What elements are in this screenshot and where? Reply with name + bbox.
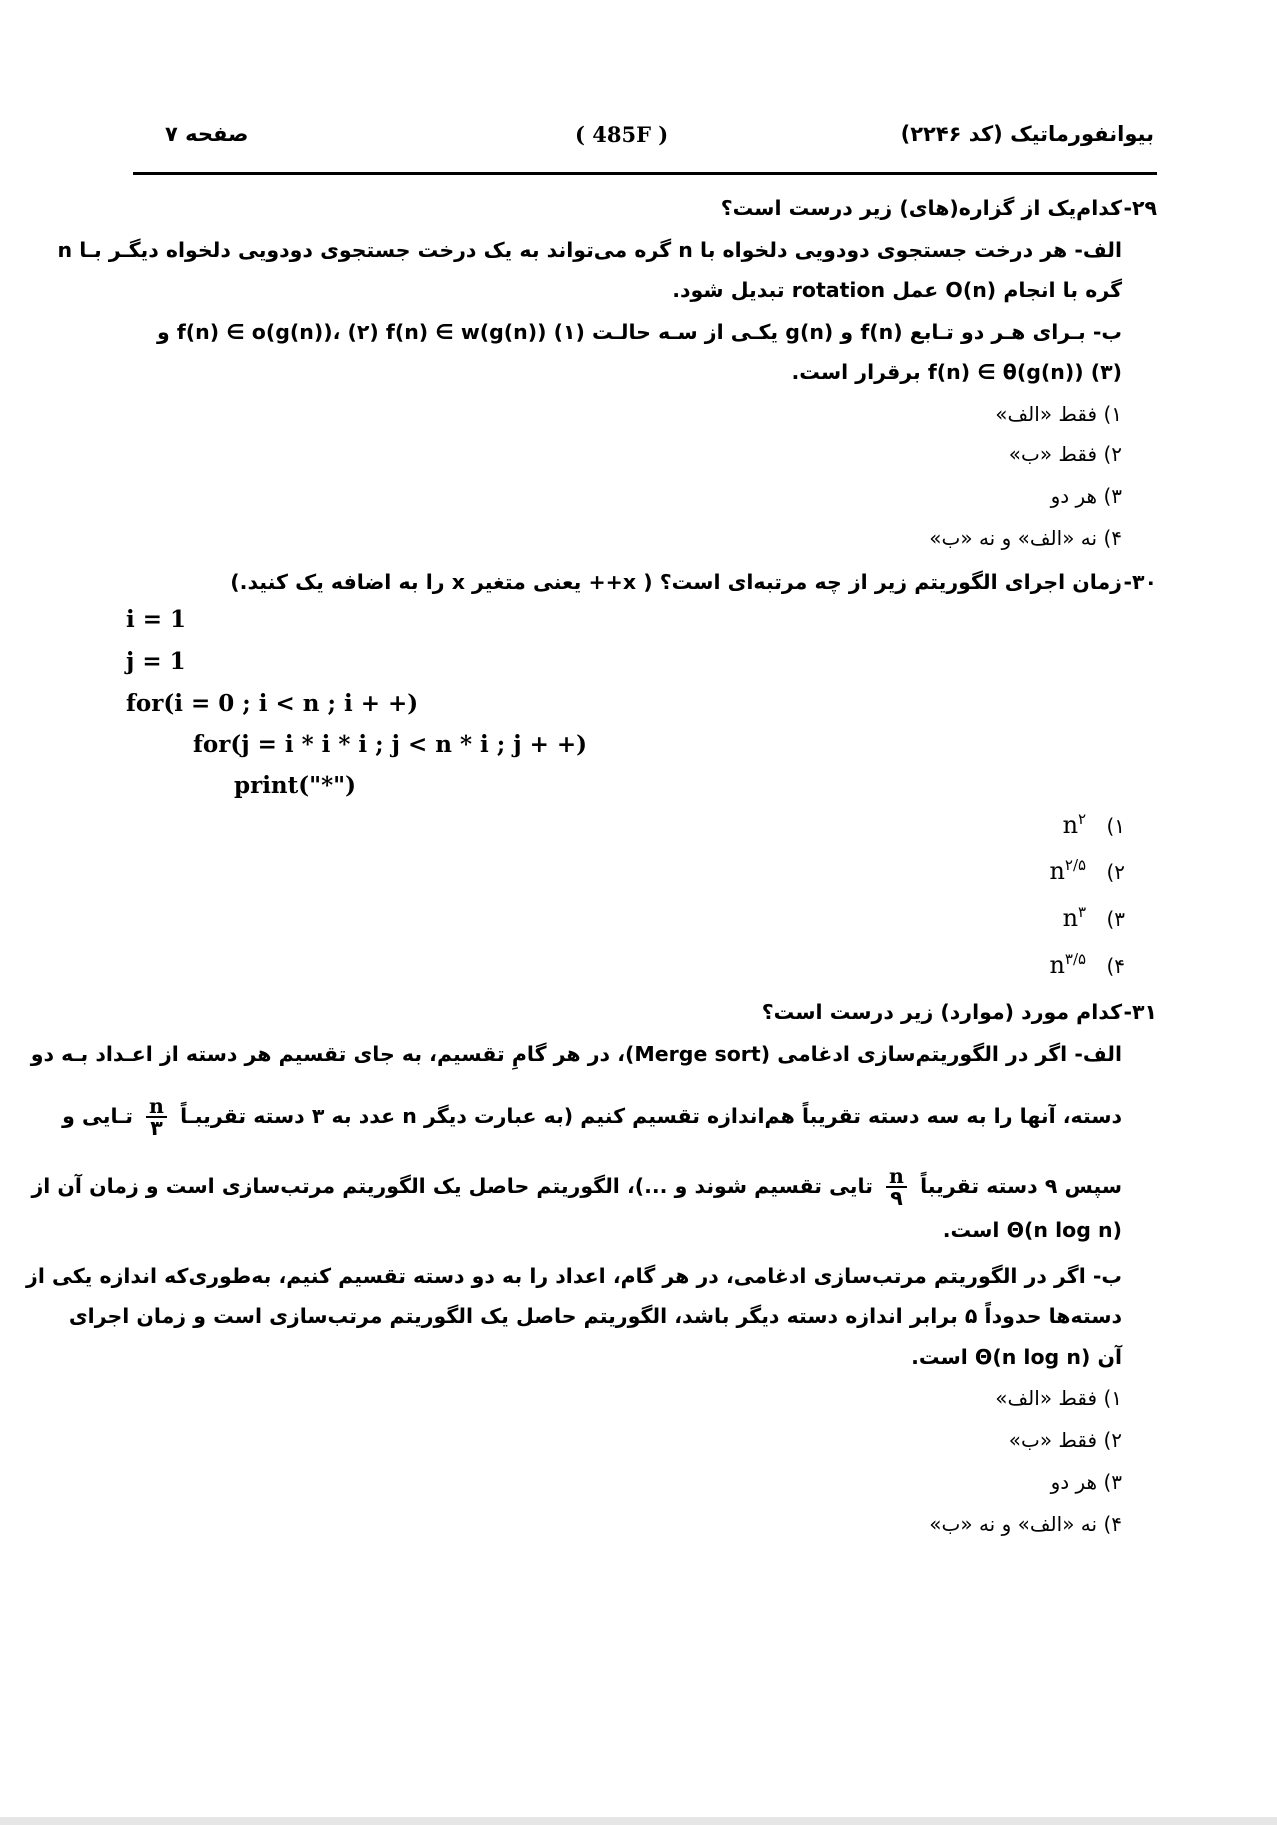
q30-code-line-3: for(i = 0 ; i < n ; i + +)	[126, 690, 419, 717]
q29-statement-b-line2: (۳) f(n) ∈ θ(g(n)) برقرار است.	[791, 360, 1122, 384]
q29-option-3: ۳) هر دو	[1050, 484, 1122, 508]
header-title: بیوانفورماتیک (کد ۲۲۴۶)	[900, 122, 1154, 146]
q31-option-3: ۳) هر دو	[1050, 1470, 1122, 1494]
q29-stem: کدام‌یک از گزاره(های) زیر درست است؟	[720, 196, 1122, 220]
q31-statement-b-line1: ب- اگر در الگوریتم مرتب‌سازی ادغامی، در هر گام، اعداد را به دو دسته تقسیم کنیم، به‌طوری‌که اندازه یکی از	[26, 1264, 1122, 1288]
q31-statement-b-line2: دسته‌ها حدوداً ۵ برابر اندازه دسته دیگر باشد، الگوریتم حاصل یک الگوریتم مرتب‌سازی است و زمان اجرای	[68, 1304, 1122, 1328]
q31-statement-a-line2: دسته، آنها را به سه دسته تقریباً هم‌اندازه تقسیم کنیم (به عبارت دیگر n عدد به ۳ دسته تقریبـاً $\frac{n}{۳}$ تـایی و	[62, 1094, 1122, 1140]
q30-code-line-5: print("*")	[234, 772, 357, 799]
q30-option-2: $n^{۲/۵}$ (۲	[1049, 856, 1125, 885]
q29-number: ۲۹-	[1123, 196, 1157, 220]
q31-stem: کدام مورد (موارد) زیر درست است؟	[761, 1000, 1122, 1024]
q31-statement-a-line4: Θ(n log n) است.	[942, 1218, 1122, 1242]
q30-number: ۳۰-	[1123, 570, 1157, 594]
q29-statement-a-line2: گره با انجام O(n) عمل rotation تبدیل شود.	[672, 278, 1122, 302]
fraction-n-over-9: $\frac{n}{۹}$	[886, 1166, 907, 1208]
q30-option-1: $n^۲$ (۱	[1062, 810, 1125, 839]
header-page-number: صفحه ۷	[165, 122, 249, 146]
q30-code-line-2: j = 1	[126, 648, 186, 675]
q31-option-1: ۱) فقط «الف»	[995, 1386, 1122, 1410]
q29-statement-a-line1: الف- هر درخت جستجوی دودویی دلخواه با n گره می‌تواند به یک درخت جستجوی دودویی دلخواه دیگـر بـا n	[57, 238, 1122, 262]
q31-statement-b-line3: آن Θ(n log n) است.	[911, 1345, 1122, 1369]
header-rule	[133, 172, 1157, 175]
page-bottom-edge	[0, 1817, 1277, 1825]
q31-statement-a-line1: الف- اگر در الگوریتم‌سازی ادغامی (Merge sort)، در هر گامِ تقسیم، به جای تقسیم هر دسته از اعـداد بـه دو	[30, 1042, 1122, 1066]
header-code: ( 485F )	[575, 122, 669, 147]
q30-stem: زمان اجرای الگوریتم زیر از چه مرتبه‌ای است؟ ( x++ یعنی متغیر x را به اضافه یک کنید.)	[230, 570, 1122, 594]
q31-option-2: ۲) فقط «ب»	[1008, 1428, 1122, 1452]
q30-code-line-4: for(j = i * i * i ; j < n * i ; j + +)	[193, 731, 588, 758]
q29-option-2: ۲) فقط «ب»	[1008, 442, 1122, 466]
q30-option-4: $n^{۳/۵}$ (۴	[1049, 950, 1125, 979]
q29-statement-b-line1: ب- بـرای هـر دو تـابع f(n) و g(n) یکـی از سـه حالـت (۱) f(n) ∈ o(g(n))، (۲) f(n) ∈ w(g(n)) و	[156, 320, 1122, 344]
q29-option-1: ۱) فقط «الف»	[995, 402, 1122, 426]
q30-code-line-1: i = 1	[126, 606, 187, 633]
q31-number: ۳۱-	[1123, 1000, 1157, 1024]
q29-option-4: ۴) نه «الف» و نه «ب»	[929, 526, 1122, 550]
q30-option-3: $n^۳$ (۳	[1062, 903, 1125, 932]
fraction-n-over-3: $\frac{n}{۳}$	[146, 1096, 167, 1138]
q31-option-4: ۴) نه «الف» و نه «ب»	[929, 1512, 1122, 1536]
q31-statement-a-line3: سپس ۹ دسته تقریباً $\frac{n}{۹}$ تایی تقسیم شوند و ...)، الگوریتم حاصل یک الگوریتم مرتب‌سازی است و زمان آن از	[31, 1164, 1122, 1210]
